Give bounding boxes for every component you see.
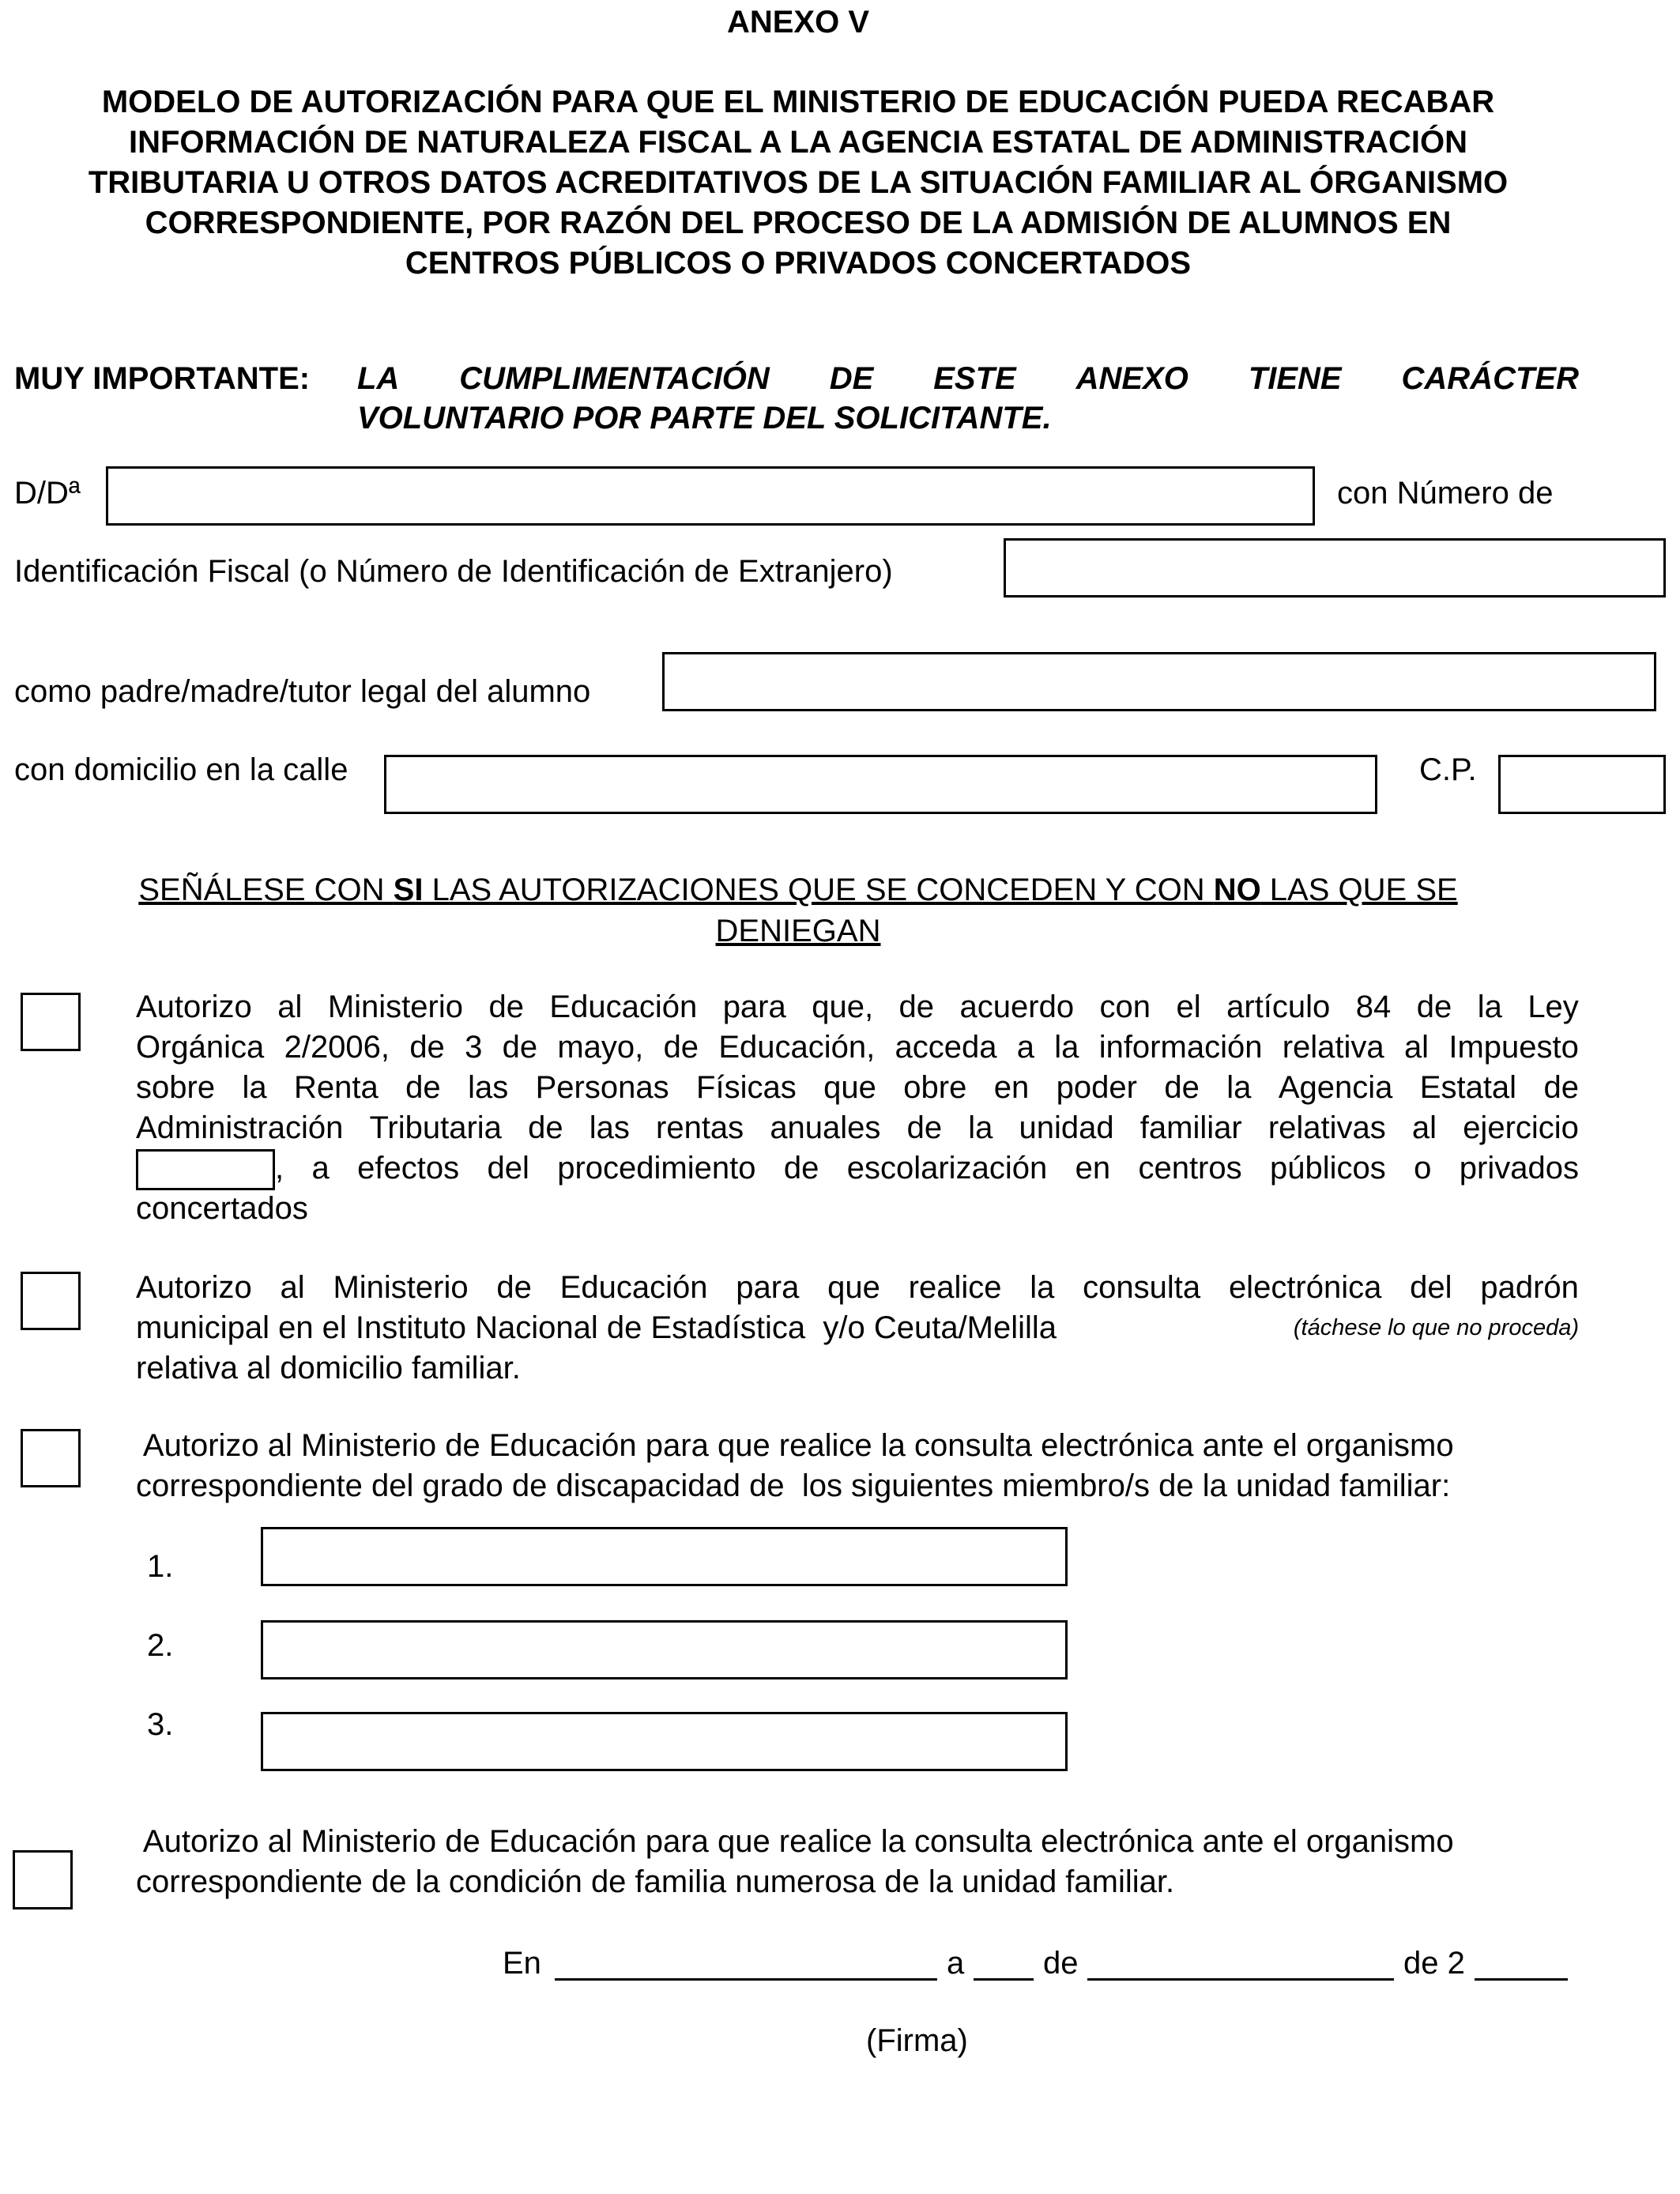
important-line-1	[357, 358, 1579, 399]
student-label: como padre/madre/tutor legal del alumno	[14, 674, 591, 709]
word: de	[783, 1151, 819, 1186]
word: de	[496, 1270, 532, 1305]
word: familiar	[1139, 1110, 1242, 1145]
word: Educación,	[718, 1030, 876, 1065]
word: públicos	[1270, 1151, 1386, 1186]
auth1-line	[136, 1108, 1579, 1148]
auth2-line	[136, 1308, 1579, 1348]
word: la	[968, 1110, 993, 1145]
auth1-line	[136, 1027, 1579, 1068]
name-input[interactable]	[106, 466, 1315, 526]
word: mayo,	[557, 1030, 644, 1065]
word: Estatal	[1419, 1070, 1517, 1105]
word: consulta	[1083, 1270, 1201, 1305]
instruction-si: SI	[393, 873, 424, 907]
auth3-text	[136, 1426, 1579, 1506]
word: al	[277, 990, 303, 1024]
municipal-text: municipal en el Instituto Nacional de Estadística y/o Ceuta/Melilla	[136, 1310, 1057, 1345]
word: padrón	[1480, 1270, 1579, 1305]
word: Autorizo	[136, 1270, 252, 1305]
word: que,	[812, 990, 874, 1024]
word: Autorizo	[136, 990, 252, 1024]
place-label: En	[503, 1946, 541, 1981]
word: del	[1410, 1270, 1452, 1305]
important-word: ESTE	[933, 361, 1016, 396]
word: Personas	[535, 1070, 669, 1105]
word: relativa al domicilio familiar.	[136, 1351, 521, 1385]
important-word: ANEXO	[1075, 361, 1188, 396]
word: de	[1543, 1070, 1579, 1105]
word: acceda	[895, 1030, 997, 1065]
auth1-line	[136, 1148, 1579, 1189]
auth2-text	[136, 1268, 1579, 1389]
nif-label: Identificación Fiscal (o Número de Identificación de Extranjero)	[14, 554, 893, 589]
signature-label: (Firma)	[866, 2023, 968, 2058]
word: Ley	[1527, 990, 1579, 1024]
word: el	[1176, 990, 1201, 1024]
word: poder	[1056, 1070, 1137, 1105]
word: Administración	[136, 1110, 344, 1145]
word: de	[906, 1110, 943, 1145]
word: Físicas	[696, 1070, 797, 1105]
word: Impuesto	[1448, 1030, 1579, 1065]
word: de	[1164, 1070, 1200, 1105]
year-blank[interactable]	[1475, 1978, 1568, 1981]
word: ,	[275, 1151, 284, 1186]
word: en	[993, 1070, 1030, 1105]
word: acuerdo	[959, 990, 1075, 1024]
word: Educación	[549, 990, 698, 1024]
title-line: CENTROS PÚBLICOS O PRIVADOS CONCERTADOS	[405, 246, 1192, 281]
word: Renta	[294, 1070, 379, 1105]
member-1-input[interactable]	[261, 1527, 1068, 1586]
word: Ministerio	[327, 990, 463, 1024]
auth1-line	[136, 1189, 1579, 1229]
word: la	[242, 1070, 267, 1105]
word: de	[405, 1070, 441, 1105]
word: 2/2006,	[284, 1030, 390, 1065]
important-word: CUMPLIMENTACIÓN	[459, 361, 770, 396]
word: que	[827, 1270, 880, 1305]
word: con	[1099, 990, 1151, 1024]
important-label: MUY IMPORTANTE:	[14, 361, 311, 396]
auth3-checkbox[interactable]	[21, 1429, 81, 1487]
important-word: DE	[829, 361, 874, 396]
word: al	[280, 1270, 305, 1305]
word: la	[1226, 1070, 1252, 1105]
word: anuales	[770, 1110, 881, 1145]
postal-code-input[interactable]	[1498, 755, 1666, 814]
text: correspondiente de la condición de familia numerosa de la unidad familiar.	[136, 1864, 1175, 1899]
auth4-checkbox[interactable]	[13, 1850, 73, 1909]
word: sobre	[136, 1070, 216, 1105]
member-number: 3.	[147, 1707, 174, 1742]
word: a	[311, 1151, 330, 1186]
auth1-line	[136, 987, 1579, 1027]
word: 84	[1355, 990, 1392, 1024]
auth1-checkbox[interactable]	[21, 993, 81, 1051]
auth4-line	[136, 1862, 1579, 1902]
word: para	[722, 990, 786, 1024]
auth3-line	[136, 1466, 1579, 1506]
word: privados	[1459, 1151, 1579, 1186]
text: correspondiente del grado de discapacidad de los siguientes miembro/s de la unidad familiar:	[136, 1468, 1451, 1503]
word: relativa	[1282, 1030, 1384, 1065]
word: de	[663, 1030, 699, 1065]
document-title	[0, 82, 1596, 284]
instruction-part: LAS QUE SE	[1260, 873, 1458, 907]
word: al	[1403, 1030, 1430, 1065]
auth2-line	[136, 1268, 1579, 1308]
word: artículo	[1226, 990, 1331, 1024]
postal-code-label: C.P.	[1419, 752, 1477, 787]
word: obre	[903, 1070, 967, 1105]
word: ejercicio	[1463, 1110, 1579, 1145]
auth2-checkbox[interactable]	[21, 1272, 81, 1330]
instruction-text	[0, 869, 1596, 952]
member-3-input[interactable]	[261, 1712, 1068, 1771]
word: Agencia	[1278, 1070, 1393, 1105]
word: para	[736, 1270, 800, 1305]
strike-note: (táchese lo que no proceda)	[1293, 1315, 1579, 1340]
instruction-line-1	[0, 869, 1596, 910]
title-line: INFORMACIÓN DE NATURALEZA FISCAL A LA AGENCIA ESTATAL DE ADMINISTRACIÓN	[128, 125, 1467, 160]
word: procedimiento	[557, 1151, 756, 1186]
word: de	[1416, 990, 1452, 1024]
member-number: 1.	[147, 1549, 174, 1584]
text: Autorizo al Ministerio de Educación para que realice la consulta electrónica ante el organismo	[136, 1428, 1454, 1463]
instruction-line-2: DENIEGAN	[715, 914, 881, 948]
word: la	[1477, 990, 1502, 1024]
name-label: D/Dª	[14, 476, 81, 511]
word: en	[1075, 1151, 1111, 1186]
day-blank[interactable]	[974, 1978, 1034, 1981]
address-label: con domicilio en la calle	[14, 752, 348, 787]
word: unidad	[1019, 1110, 1114, 1145]
word: relativas	[1268, 1110, 1386, 1145]
instruction-part: SEÑÁLESE CON	[138, 873, 394, 907]
word: al	[1411, 1110, 1437, 1145]
instruction-part: LAS AUTORIZACIONES QUE SE CONCEDEN Y CON	[423, 873, 1214, 907]
word: Educación	[559, 1270, 708, 1305]
word: Tributaria	[369, 1110, 502, 1145]
word: del	[487, 1151, 529, 1186]
word: que	[823, 1070, 876, 1105]
title-line: MODELO DE AUTORIZACIÓN PARA QUE EL MINISTERIO DE EDUCACIÓN PUEDA RECABAR	[101, 85, 1495, 119]
important-line-2: VOLUNTARIO POR PARTE DEL SOLICITANTE.	[357, 401, 1052, 435]
place-blank[interactable]	[555, 1978, 937, 1981]
auth1-line	[136, 1068, 1579, 1108]
word: la	[1054, 1030, 1079, 1065]
important-word: CARÁCTER	[1401, 361, 1579, 396]
word: de	[488, 990, 524, 1024]
word: electrónica	[1228, 1270, 1382, 1305]
word: información	[1098, 1030, 1263, 1065]
nif-input[interactable]	[1004, 538, 1666, 598]
word: rentas	[656, 1110, 744, 1145]
text: Autorizo al Ministerio de Educación para que realice la consulta electrónica ante el organismo	[136, 1824, 1454, 1859]
word: centros	[1138, 1151, 1242, 1186]
instruction-no: NO	[1213, 873, 1261, 907]
annex-title: ANEXO V	[726, 5, 870, 40]
word: a	[1016, 1030, 1035, 1065]
word: o	[1414, 1151, 1432, 1186]
word: escolarización	[846, 1151, 1048, 1186]
important-word: LA	[357, 361, 400, 396]
word: las	[468, 1070, 509, 1105]
day-label: a	[947, 1946, 965, 1981]
auth4-text	[136, 1822, 1579, 1902]
auth2-line	[136, 1348, 1579, 1389]
nif-intro-label: con Número de	[1337, 476, 1554, 511]
word: efectos	[357, 1151, 460, 1186]
auth3-line	[136, 1426, 1579, 1466]
word: realice	[908, 1270, 1002, 1305]
member-number: 2.	[147, 1628, 174, 1663]
auth4-line	[136, 1822, 1579, 1862]
student-input[interactable]	[662, 652, 1656, 711]
important-word: TIENE	[1248, 361, 1342, 396]
title-line: CORRESPONDIENTE, POR RAZÓN DEL PROCESO DE LA ADMISIÓN DE ALUMNOS EN	[145, 205, 1452, 240]
word: la	[1030, 1270, 1055, 1305]
word: de	[502, 1030, 538, 1065]
year-label: de 2	[1403, 1946, 1465, 1981]
title-line: TRIBUTARIA U OTROS DATOS ACREDITATIVOS DE LA SITUACIÓN FAMILIAR AL ÓRGANISMO	[88, 165, 1509, 200]
word: Ministerio	[333, 1270, 469, 1305]
address-input[interactable]	[384, 755, 1377, 814]
word: 3	[465, 1030, 483, 1065]
word: de	[528, 1110, 563, 1145]
month-blank[interactable]	[1087, 1978, 1394, 1981]
word: las	[589, 1110, 630, 1145]
word: concertados	[136, 1191, 308, 1226]
member-2-input[interactable]	[261, 1620, 1068, 1679]
auth1-text	[136, 987, 1579, 1229]
fiscal-year-input[interactable]	[136, 1149, 275, 1190]
fiscal-year-group	[136, 1148, 284, 1189]
word: de	[898, 990, 935, 1024]
month-label: de	[1043, 1946, 1079, 1981]
word: de	[409, 1030, 445, 1065]
word: Orgánica	[136, 1030, 265, 1065]
